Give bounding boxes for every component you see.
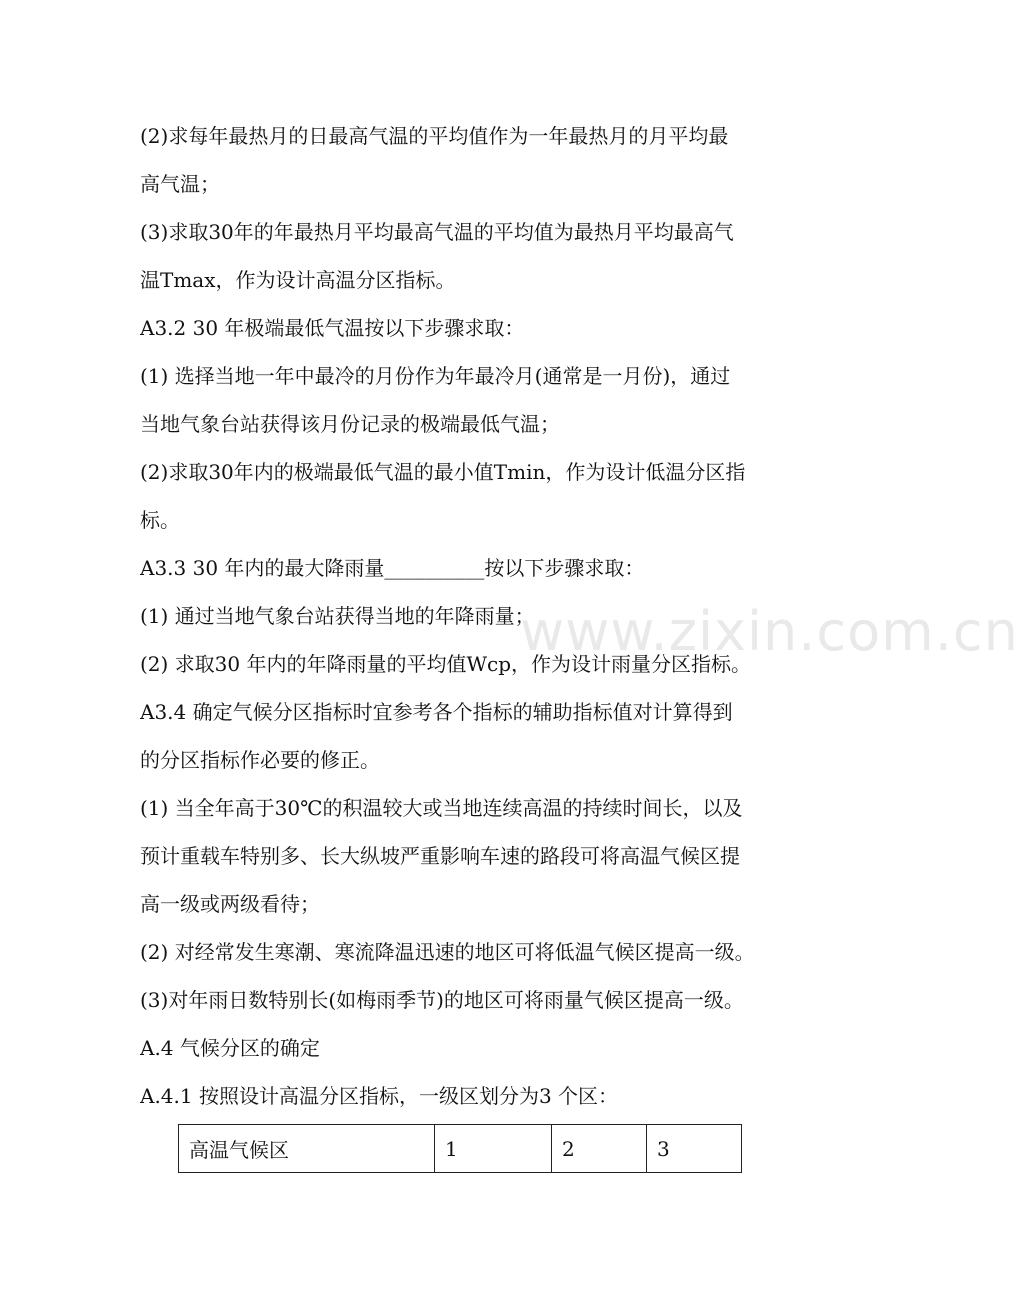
paragraph-line: 标。: [140, 508, 180, 532]
paragraph-line: (1) 当全年高于30℃的积温较大或当地连续高温的持续时间长，以及: [140, 796, 743, 820]
table-cell: 3: [647, 1125, 742, 1173]
paragraph-line: (3)对年雨日数特别长(如梅雨季节)的地区可将雨量气候区提高一级。: [140, 988, 744, 1012]
section-heading: A3.4 确定气候分区指标时宜参考各个指标的辅助指标值对计算得到: [140, 700, 733, 724]
paragraph-line: (2)求取30年内的极端最低气温的最小值Tmin，作为设计低温分区指: [140, 460, 746, 484]
paragraph-line: (2) 求取30 年内的年降雨量的平均值Wcp，作为设计雨量分区指标。: [140, 652, 752, 676]
table-cell: 1: [435, 1125, 552, 1173]
table-row: [179, 1125, 742, 1173]
section-heading: A.4 气候分区的确定: [140, 1036, 320, 1060]
paragraph-line: 当地气象台站获得该月份记录的极端最低气温；: [140, 412, 560, 436]
paragraph-line: 高气温；: [140, 172, 220, 196]
table-cell: 高温气候区: [179, 1125, 435, 1173]
paragraph-line: (1) 通过当地气象台站获得当地的年降雨量；: [140, 604, 535, 628]
paragraph-line: (2) 对经常发生寒潮、寒流降温迅速的地区可将低温气候区提高一级。: [140, 940, 755, 964]
paragraph-line: 预计重载车特别多、长大纵坡严重影响车速的路段可将高温气候区提: [140, 844, 740, 868]
paragraph-line: 高一级或两级看待；: [140, 892, 320, 916]
section-heading: A3.2 30 年极端最低气温按以下步骤求取：: [140, 316, 525, 340]
paragraph-line: (2)求每年最热月的日最高气温的平均值作为一年最热月的月平均最: [140, 124, 729, 148]
table-cell: 2: [552, 1125, 647, 1173]
section-heading: A3.3 30 年内的最大降雨量__________按以下步骤求取：: [140, 556, 645, 580]
paragraph-line: (3)求取30年的年最热月平均最高气温的平均值为最热月平均最高气: [140, 220, 734, 244]
paragraph-line: 的分区指标作必要的修正。: [140, 748, 380, 772]
paragraph-line: 温Tmax，作为设计高温分区指标。: [140, 268, 456, 292]
paragraph-line: (1) 选择当地一年中最冷的月份作为年最冷月(通常是一月份)，通过: [140, 364, 731, 388]
watermark: www.zixin.com.cn: [520, 600, 1019, 663]
high-temp-zone-table: [178, 1124, 742, 1173]
section-heading: A.4.1 按照设计高温分区指标，一级区划分为3 个区：: [140, 1084, 619, 1108]
